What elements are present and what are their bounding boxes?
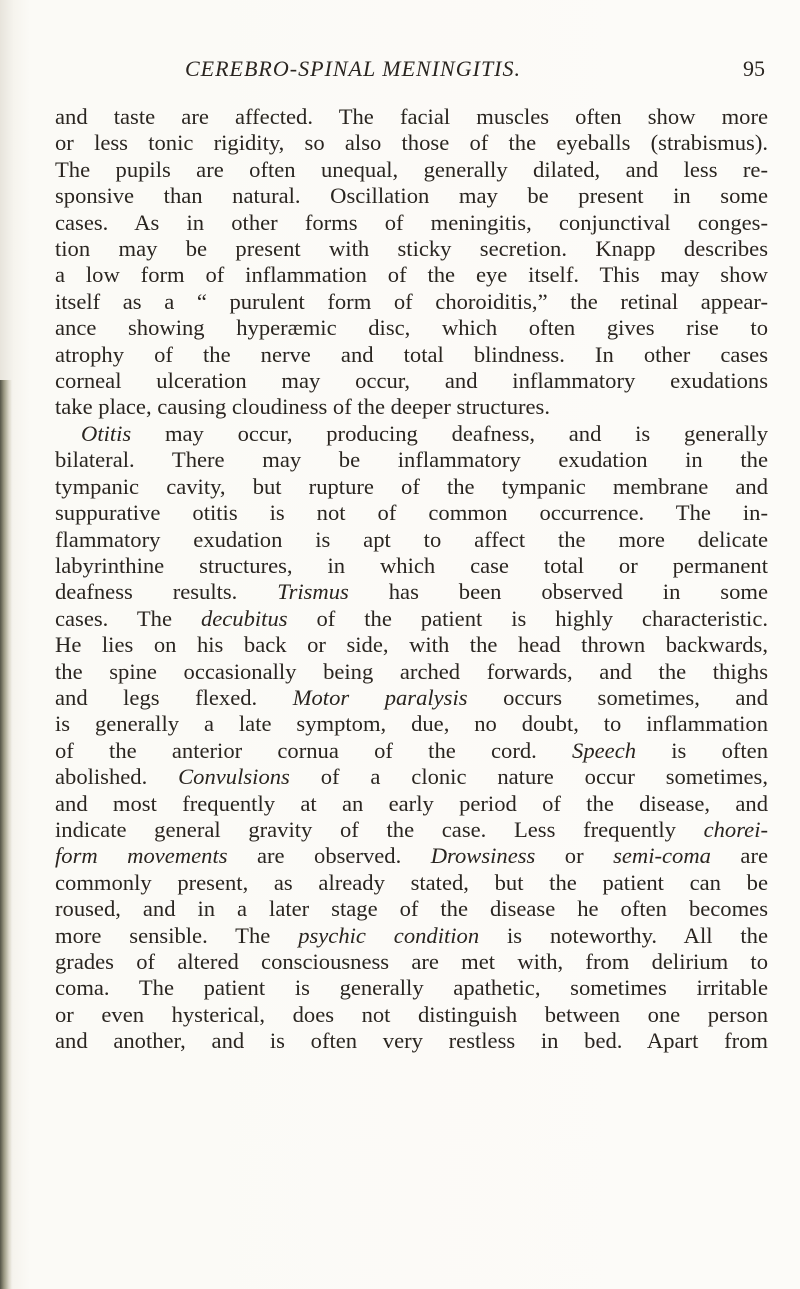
text-line	[55, 791, 768, 817]
italic-term: Motor paralysis	[292, 684, 468, 710]
text-run: bilateral. There may be inflammatory exudation in the	[55, 447, 768, 473]
text-run: are	[710, 843, 769, 869]
text-run: are observed.	[227, 843, 431, 869]
text-line	[55, 210, 768, 236]
text-run: He lies on his back or side, with the head thrown backwards,	[55, 632, 768, 658]
binding-shadow	[0, 380, 12, 1289]
italic-term: Drowsiness	[430, 843, 536, 869]
text-run: has been observed in some	[348, 579, 768, 605]
text-line	[55, 606, 768, 632]
text-line	[55, 289, 768, 315]
text-run: atrophy of the nerve and total blindness. In other cases	[55, 341, 768, 367]
text-run: take place, causing cloudiness of the deeper structures.	[55, 394, 550, 420]
text-line	[55, 1028, 768, 1054]
text-run: and legs flexed.	[55, 684, 293, 710]
text-line	[55, 579, 768, 605]
text-line	[55, 394, 768, 420]
text-run: suppurative otitis is not of common occurrence. The in-	[55, 500, 768, 526]
page-header	[55, 56, 765, 86]
italic-term: Convulsions	[178, 764, 290, 790]
italic-term: Speech	[572, 737, 637, 763]
text-line	[55, 949, 768, 975]
text-line	[55, 553, 768, 579]
italic-term: chorei-	[703, 816, 768, 842]
text-run: or less tonic rigidity, so also those of the eyeballs (strabismus).	[55, 130, 768, 156]
text-run: or even hysterical, does not distinguish between one person	[55, 1001, 768, 1027]
italic-term: decubitus	[200, 605, 288, 631]
text-run: a low form of inflammation of the eye itself. This may show	[55, 262, 768, 288]
text-run: coma. The patient is generally apathetic, sometimes irritable	[55, 975, 768, 1001]
text-run: and most frequently at an early period of the disease, and	[55, 790, 768, 816]
text-run: of the anterior cornua of the cord.	[55, 737, 573, 763]
text-run: tympanic cavity, but rupture of the tympanic membrane and	[55, 473, 768, 499]
text-run: is often	[636, 737, 769, 763]
text-run: and another, and is often very restless in bed. Apart from	[55, 1028, 768, 1054]
text-run: more sensible. The	[55, 922, 299, 948]
text-run: corneal ulceration may occur, and inflammatory exudations	[55, 368, 768, 394]
text-line	[55, 236, 768, 262]
text-run: occurs sometimes, and	[467, 684, 768, 710]
text-run: indicate general gravity of the case. Less frequently	[55, 816, 704, 842]
text-line	[55, 474, 768, 500]
text-run: tion may be present with sticky secretion. Knapp describes	[55, 236, 768, 262]
text-run: of the patient is highly characteristic.	[287, 605, 768, 631]
text-line	[55, 870, 768, 896]
text-line	[55, 896, 768, 922]
text-line	[55, 157, 768, 183]
text-line	[55, 183, 768, 209]
text-run: grades of altered consciousness are met with, from delirium to	[55, 949, 768, 974]
text-line	[55, 104, 768, 130]
text-run: is generally a late symptom, due, no doubt, to inflammation	[55, 711, 768, 737]
text-run: labyrinthine structures, in which case total or permanent	[55, 552, 768, 578]
text-run: or	[535, 843, 614, 869]
page-number: 95	[743, 56, 765, 81]
text-run: roused, and in a later stage of the disease he often becomes	[55, 896, 768, 922]
text-run: sponsive than natural. Oscillation may be present in some	[55, 183, 768, 209]
text-line	[55, 738, 768, 764]
text-line	[55, 685, 768, 711]
italic-term: psychic condition	[298, 922, 480, 948]
text-line	[55, 368, 768, 394]
text-line	[55, 975, 768, 1001]
text-run: flammatory exudation is apt to affect the more delicate	[55, 526, 768, 552]
text-line	[55, 632, 768, 658]
text-line	[55, 1002, 768, 1028]
text-line	[55, 262, 768, 288]
text-line	[55, 817, 768, 843]
italic-term: Otitis	[81, 420, 132, 446]
text-run: ance showing hyperæmic disc, which often gives rise to	[55, 315, 768, 341]
text-run: abolished.	[55, 764, 179, 790]
text-run: of a clonic nature occur sometimes,	[289, 764, 769, 790]
text-line	[55, 342, 768, 368]
text-line	[55, 447, 768, 473]
text-run: is noteworthy. All the	[479, 922, 769, 948]
text-line	[55, 421, 768, 447]
text-run: may occur, producing deafness, and is generally	[131, 420, 768, 446]
text-run: cases. The	[55, 605, 201, 631]
italic-term: form movements	[55, 843, 228, 869]
text-run: deafness results.	[55, 579, 278, 605]
text-run: cases. As in other forms of meningitis, conjunctival conges-	[55, 209, 768, 235]
text-line	[55, 711, 768, 737]
text-line	[55, 130, 768, 156]
running-title: CEREBRO-SPINAL MENINGITIS.	[185, 56, 522, 81]
text-line	[55, 659, 768, 685]
text-run: itself as a “ purulent form of choroiditis,” the retinal appear-	[55, 288, 768, 314]
text-line	[55, 527, 768, 553]
body-text	[55, 104, 768, 1055]
text-line	[55, 843, 768, 869]
text-line	[55, 315, 768, 341]
text-run: commonly present, as already stated, but the patient can be	[55, 869, 768, 895]
text-run: and taste are affected. The facial muscles often show more	[55, 104, 768, 129]
italic-term: Trismus	[277, 579, 349, 605]
text-line	[55, 923, 768, 949]
text-line	[55, 500, 768, 526]
text-run: The pupils are often unequal, generally dilated, and less re-	[55, 156, 768, 182]
text-line	[55, 764, 768, 790]
italic-term: semi-coma	[613, 843, 711, 869]
text-run: the spine occasionally being arched forwards, and the thighs	[55, 658, 768, 684]
